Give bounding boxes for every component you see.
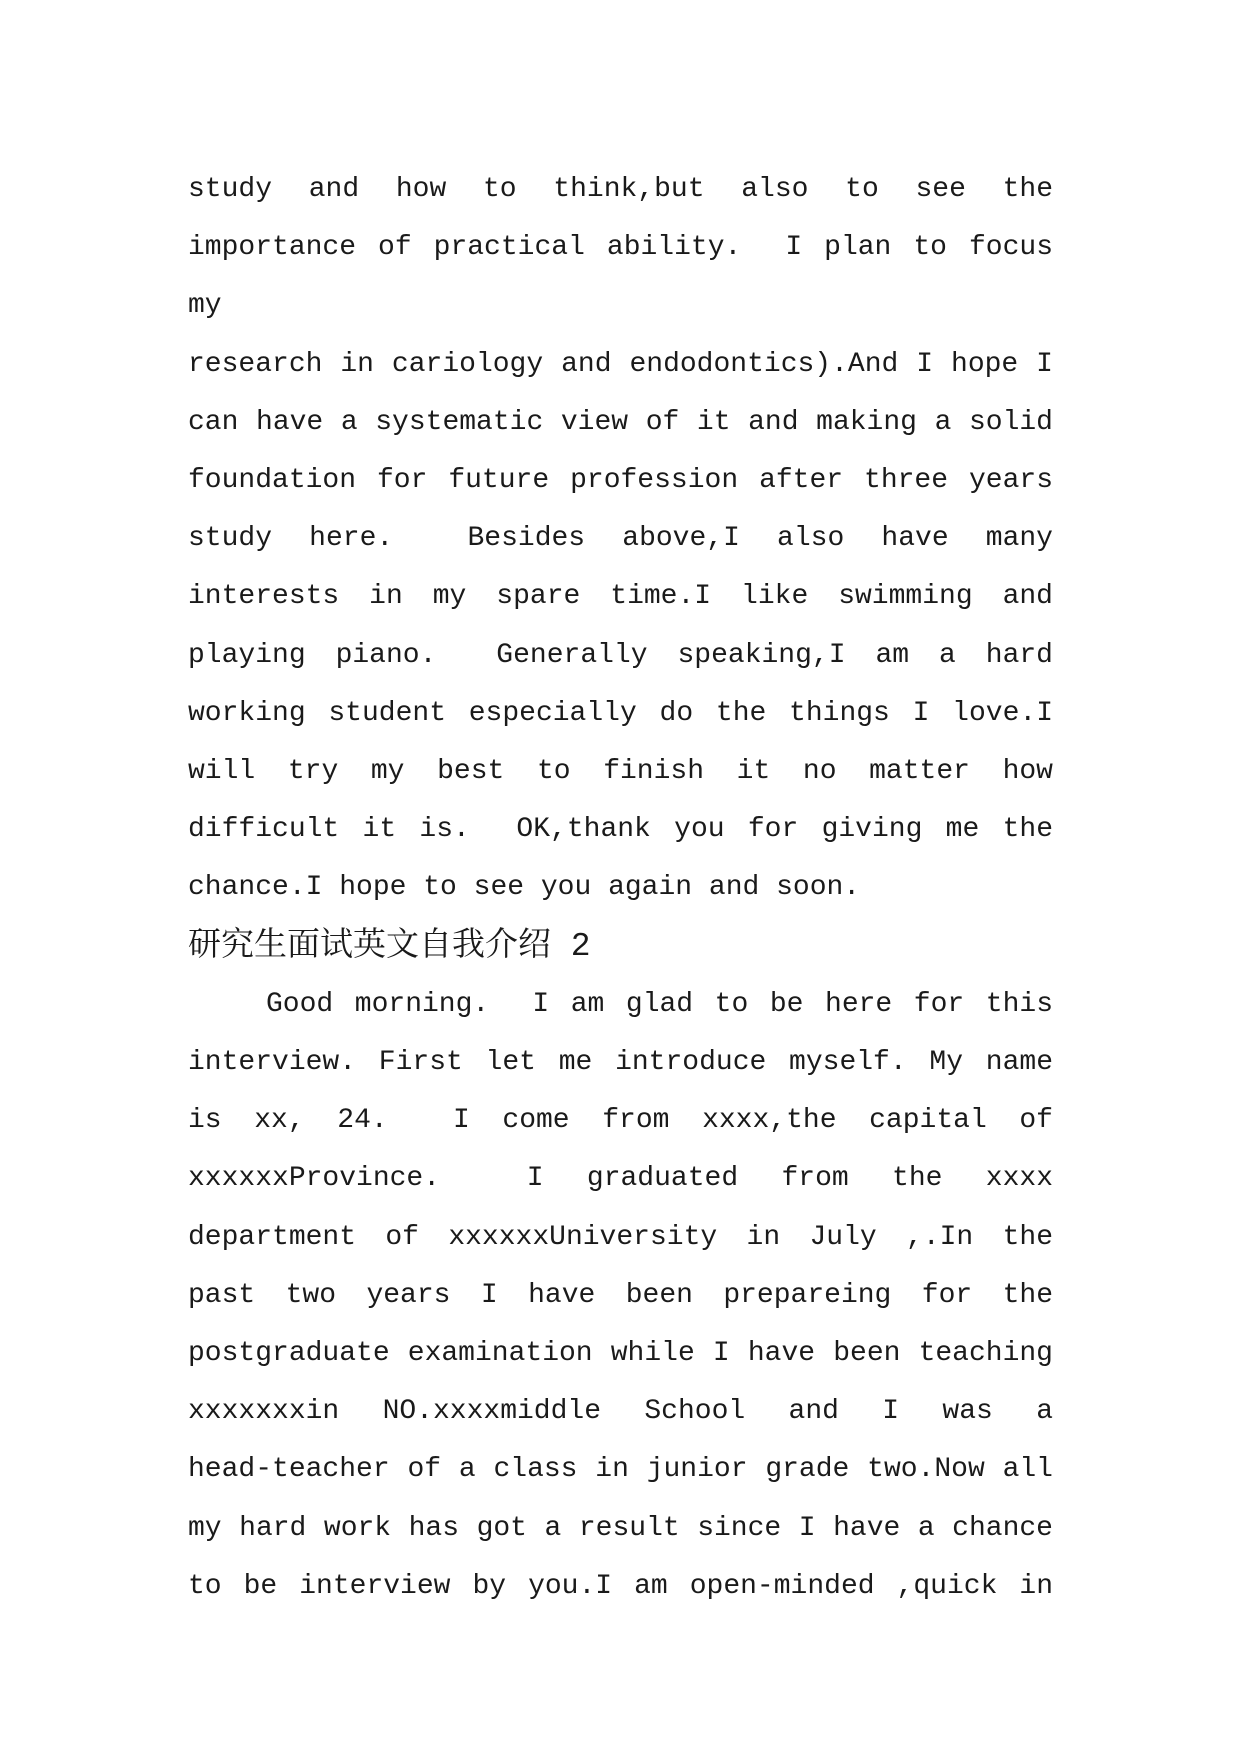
text-line: study here. Besides above,I also have many — [188, 523, 1053, 555]
text-line: study and how to think,but also to see the — [188, 174, 1053, 205]
text-line: xxxxxxProvince. I graduated from the xxxx — [188, 1163, 1053, 1195]
text-line: department of xxxxxxUniversity in July ,.In the — [188, 1221, 1053, 1253]
text-line: past two years I have been prepareing for the — [188, 1279, 1053, 1311]
text-line: to be interview by you.I am open-minded ,quick in — [188, 1570, 1053, 1602]
text-line: interview. First let me introduce myself. My name — [188, 1047, 1053, 1079]
text-line: working student especially do the things I love.I — [188, 697, 1053, 729]
text-line: playing piano. Generally speaking,I am a hard — [188, 639, 1053, 671]
section-heading: 研究生面试英文自我介绍 2 — [188, 927, 591, 965]
text-line: research in cariology and endodontics).And I hope I — [188, 348, 1053, 380]
text-line: xxxxxxxin NO.xxxxmiddle School and I was a — [188, 1396, 1053, 1428]
text-line: difficult it is. OK,thank you for giving me the — [188, 814, 1053, 846]
text-line: importance of practical ability. I plan to focus my — [188, 232, 1070, 322]
text-line: Good morning. I am glad to be here for this — [266, 988, 1053, 1020]
text-line: head-teacher of a class in junior grade two.Now all — [188, 1454, 1053, 1486]
text-line: foundation for future profession after three years — [188, 465, 1053, 497]
text-line: my hard work has got a result since I have a chance — [188, 1512, 1053, 1544]
document-body — [188, 161, 1070, 1616]
text-line: postgraduate examination while I have been teaching — [188, 1338, 1053, 1370]
text-line: will try my best to finish it no matter how — [188, 756, 1053, 788]
text-line: is xx, 24. I come from xxxx,the capital of — [188, 1105, 1053, 1137]
text-line: interests in my spare time.I like swimming and — [188, 581, 1053, 613]
text-line: can have a systematic view of it and making a solid — [188, 406, 1053, 438]
text-line: chance.I hope to see you again and soon. — [188, 872, 861, 904]
